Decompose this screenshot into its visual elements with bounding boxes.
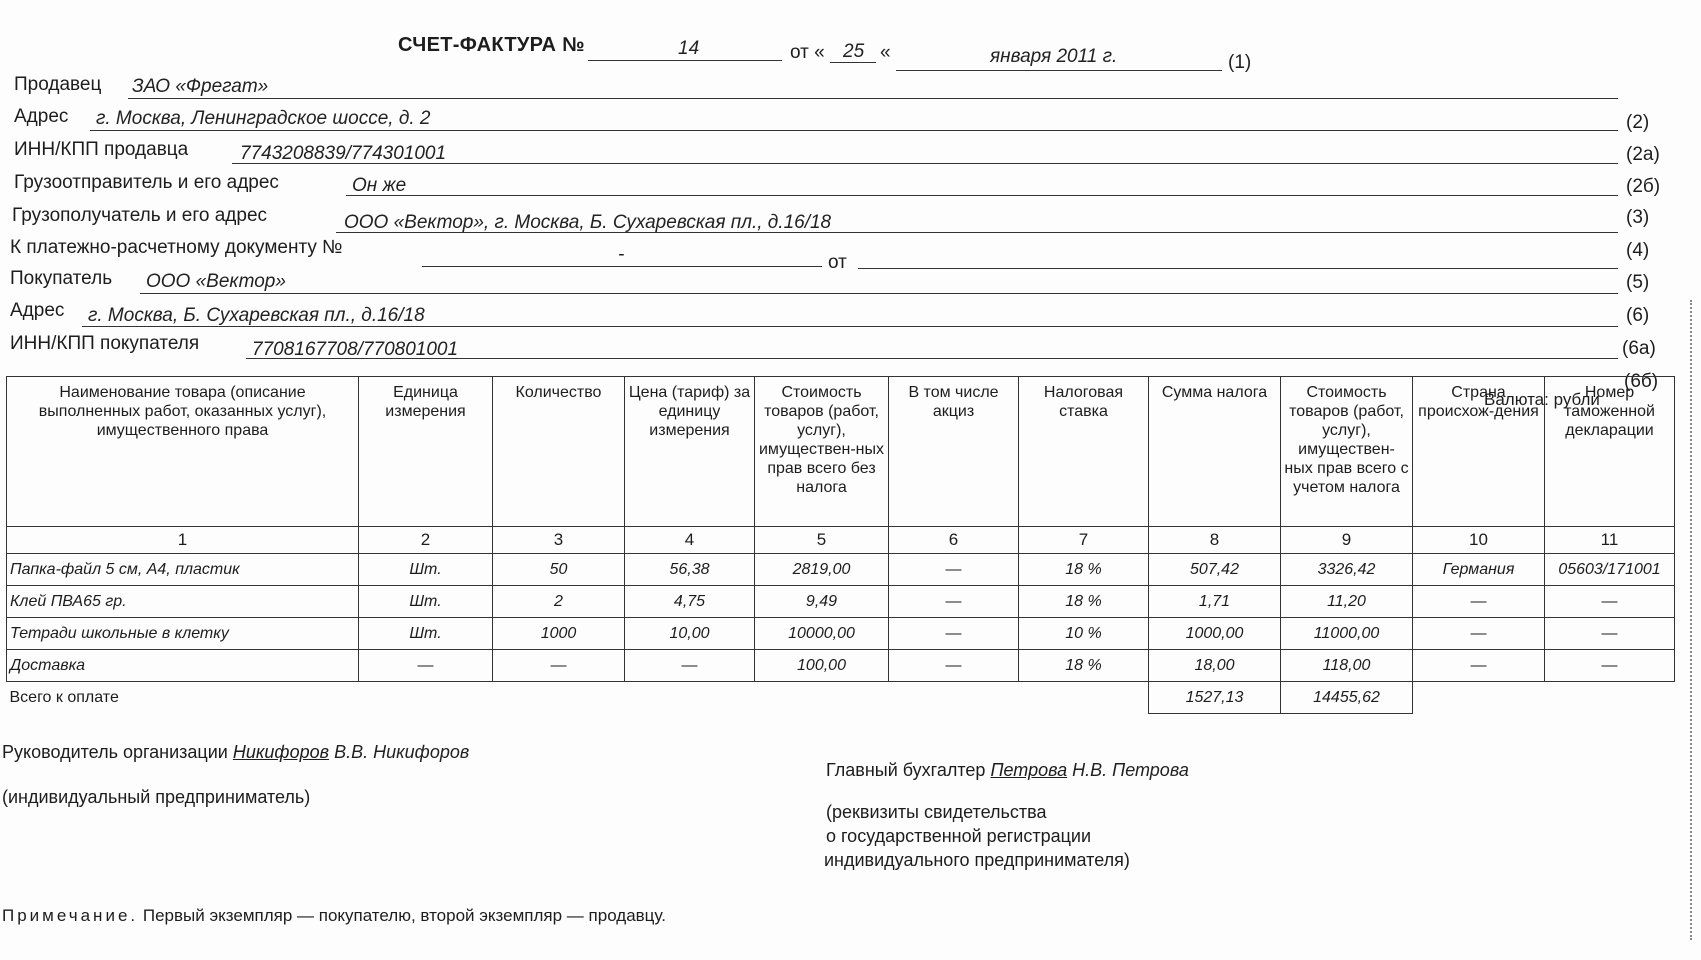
invoice-table — [6, 376, 1675, 714]
head-label: Руководитель организации — [2, 742, 228, 762]
item-cost-gross: 3326,42 — [1281, 554, 1413, 586]
item-unit: Шт. — [359, 618, 493, 650]
col-header: Единица измерения — [359, 377, 493, 527]
seller-line — [128, 98, 1618, 99]
item-price: 4,75 — [625, 586, 755, 618]
item-country: — — [1413, 618, 1545, 650]
registration-line-3: индивидуального предпринимателя) — [824, 850, 1130, 870]
table-row — [7, 618, 1675, 650]
item-quantity: — — [493, 650, 625, 682]
item-quantity: 2 — [493, 586, 625, 618]
payment-doc-label: К платежно-расчетному документу № — [10, 237, 343, 258]
from-label: от « — [790, 42, 825, 63]
item-name: Папка-файл 5 см, А4, пластик — [7, 554, 359, 586]
buyer-label: Покупатель — [10, 268, 113, 289]
column-number-row — [7, 527, 1675, 554]
item-excise: — — [889, 586, 1019, 618]
shipper-line — [346, 195, 1618, 196]
table-row — [7, 554, 1675, 586]
number-line — [588, 60, 782, 61]
item-customs-number: — — [1545, 650, 1675, 682]
invoice-number: 14 — [678, 38, 700, 59]
item-tax-rate: 18 % — [1019, 586, 1149, 618]
col-header: В том числе акциз — [889, 377, 1019, 527]
day-close-quote: « — [880, 42, 891, 63]
col-header: Наименование товара (описание выполненных работ, оказанных услуг), имущественного права — [7, 377, 359, 527]
note-block — [2, 906, 666, 926]
code-6: (6) — [1626, 305, 1650, 326]
head-signature: Никифоров — [232, 742, 330, 762]
buyer-address-label: Адрес — [10, 300, 65, 321]
shipper-label: Грузоотправитель и его адрес — [14, 172, 279, 193]
total-with-tax: 14455,62 — [1281, 682, 1413, 714]
item-cost-gross: 11,20 — [1281, 586, 1413, 618]
accountant-label: Главный бухгалтер — [826, 760, 986, 780]
invoice-month-year: января 2011 г. — [990, 46, 1118, 67]
total-label: Всего к оплате — [7, 682, 1149, 714]
head-name: В.В. Никифоров — [334, 742, 470, 762]
payment-doc-date-line — [858, 268, 1618, 269]
item-excise: — — [889, 618, 1019, 650]
code-6b: (6б) — [1624, 371, 1659, 392]
shipper-value: Он же — [352, 175, 407, 196]
item-unit: Шт. — [359, 586, 493, 618]
column-number: 10 — [1413, 527, 1545, 554]
empty-cell — [1413, 682, 1675, 714]
column-number: 9 — [1281, 527, 1413, 554]
buyer-inn-value: 7708167708/770801001 — [252, 339, 459, 360]
seller-inn-label: ИНН/КПП продавца — [14, 139, 189, 160]
col-header: Цена (тариф) за единицу измерения — [625, 377, 755, 527]
item-name: Клей ПВА65 гр. — [7, 586, 359, 618]
col-header: Стоимость товаров (работ, услуг), имуществен-ных прав всего без налога — [755, 377, 889, 527]
item-name: Доставка — [7, 650, 359, 682]
consignee-line — [336, 232, 1618, 233]
code-2: (2) — [1626, 112, 1650, 133]
code-1: (1) — [1228, 52, 1252, 73]
head-signature-block — [2, 742, 469, 763]
invoice-day: 25 — [843, 41, 865, 62]
item-customs-number: — — [1545, 586, 1675, 618]
seller-inn-value: 7743208839/774301001 — [240, 143, 447, 164]
item-quantity: 1000 — [493, 618, 625, 650]
seller-label: Продавец — [14, 74, 102, 95]
item-tax-rate: 18 % — [1019, 650, 1149, 682]
code-3: (3) — [1626, 207, 1650, 228]
accountant-name: Н.В. Петрова — [1072, 760, 1189, 780]
buyer-inn-line — [246, 358, 1618, 359]
code-5: (5) — [1626, 272, 1650, 293]
item-tax-amount: 18,00 — [1149, 650, 1281, 682]
consignee-value: ООО «Вектор», г. Москва, Б. Сухаревская пл., д.16/18 — [344, 212, 832, 233]
consignee-label: Грузополучатель и его адрес — [12, 205, 268, 226]
item-price: — — [625, 650, 755, 682]
item-price: 10,00 — [625, 618, 755, 650]
item-unit: Шт. — [359, 554, 493, 586]
table-row — [7, 586, 1675, 618]
col-header: Страна происхож-дения — [1413, 377, 1545, 527]
registration-line-1: (реквизиты свидетельства — [826, 802, 1047, 822]
seller-value: ЗАО «Фрегат» — [132, 76, 269, 97]
item-cost-net: 100,00 — [755, 650, 889, 682]
buyer-value: ООО «Вектор» — [146, 271, 286, 292]
accountant-signature-block — [826, 760, 1189, 781]
total-tax: 1527,13 — [1149, 682, 1281, 714]
item-unit: — — [359, 650, 493, 682]
payment-doc-line — [422, 266, 822, 267]
code-2b: (2б) — [1626, 176, 1661, 197]
payment-doc-value: - — [618, 244, 625, 265]
accountant-signature: Петрова — [990, 760, 1068, 780]
column-number: 7 — [1019, 527, 1149, 554]
col-header: Количество — [493, 377, 625, 527]
item-tax-rate: 10 % — [1019, 618, 1149, 650]
page-edge-perforation — [1690, 300, 1694, 940]
item-price: 56,38 — [625, 554, 755, 586]
note-text: Первый экземпляр — покупателю, второй экземпляр — продавцу. — [142, 906, 666, 925]
buyer-address-line — [82, 326, 1618, 327]
column-number: 5 — [755, 527, 889, 554]
col-header: Налоговая ставка — [1019, 377, 1149, 527]
item-country: — — [1413, 586, 1545, 618]
total-row — [7, 682, 1675, 714]
item-cost-gross: 11000,00 — [1281, 618, 1413, 650]
item-customs-number: 05603/171001 — [1545, 554, 1675, 586]
code-4: (4) — [1626, 240, 1650, 261]
buyer-inn-label: ИНН/КПП покупателя — [10, 333, 200, 354]
month-line — [896, 70, 1222, 71]
code-2a: (2а) — [1626, 144, 1660, 165]
column-number: 1 — [7, 527, 359, 554]
item-excise: — — [889, 554, 1019, 586]
code-6a: (6а) — [1622, 338, 1656, 359]
item-country: — — [1413, 650, 1545, 682]
column-number: 3 — [493, 527, 625, 554]
col-header: Стоимость товаров (работ, услуг), имуществен-ных прав всего с учетом налога — [1281, 377, 1413, 527]
seller-address-label: Адрес — [14, 106, 69, 127]
item-quantity: 50 — [493, 554, 625, 586]
seller-inn-line — [232, 163, 1618, 164]
item-cost-net: 10000,00 — [755, 618, 889, 650]
item-tax-rate: 18 % — [1019, 554, 1149, 586]
invoice-title: СЧЕТ-ФАКТУРА № — [398, 34, 585, 56]
seller-address-line — [90, 130, 1618, 131]
item-name: Тетради школьные в клетку — [7, 618, 359, 650]
column-number: 8 — [1149, 527, 1281, 554]
table-row — [7, 650, 1675, 682]
item-cost-net: 9,49 — [755, 586, 889, 618]
buyer-address-value: г. Москва, Б. Сухаревская пл., д.16/18 — [88, 305, 425, 326]
col-header: Номер таможенной декларации — [1545, 377, 1675, 527]
column-number: 4 — [625, 527, 755, 554]
item-tax-amount: 1000,00 — [1149, 618, 1281, 650]
item-country: Германия — [1413, 554, 1545, 586]
item-cost-gross: 118,00 — [1281, 650, 1413, 682]
item-tax-amount: 1,71 — [1149, 586, 1281, 618]
column-number: 6 — [889, 527, 1019, 554]
column-number: 2 — [359, 527, 493, 554]
item-tax-amount: 507,42 — [1149, 554, 1281, 586]
registration-line-2: о государственной регистрации — [826, 826, 1092, 846]
payment-doc-from-label: от — [828, 252, 847, 273]
note-label: Примечание. — [2, 906, 139, 925]
currency-label: Валюта: рубли — [1484, 390, 1600, 409]
table-header-row — [7, 377, 1675, 527]
col-header: Сумма налога — [1149, 377, 1281, 527]
buyer-line — [140, 293, 1618, 294]
item-excise: — — [889, 650, 1019, 682]
column-number: 11 — [1545, 527, 1675, 554]
entrepreneur-label: (индивидуальный предприниматель) — [2, 787, 311, 807]
seller-address-value: г. Москва, Ленинградское шоссе, д. 2 — [96, 108, 431, 129]
item-customs-number: — — [1545, 618, 1675, 650]
item-cost-net: 2819,00 — [755, 554, 889, 586]
